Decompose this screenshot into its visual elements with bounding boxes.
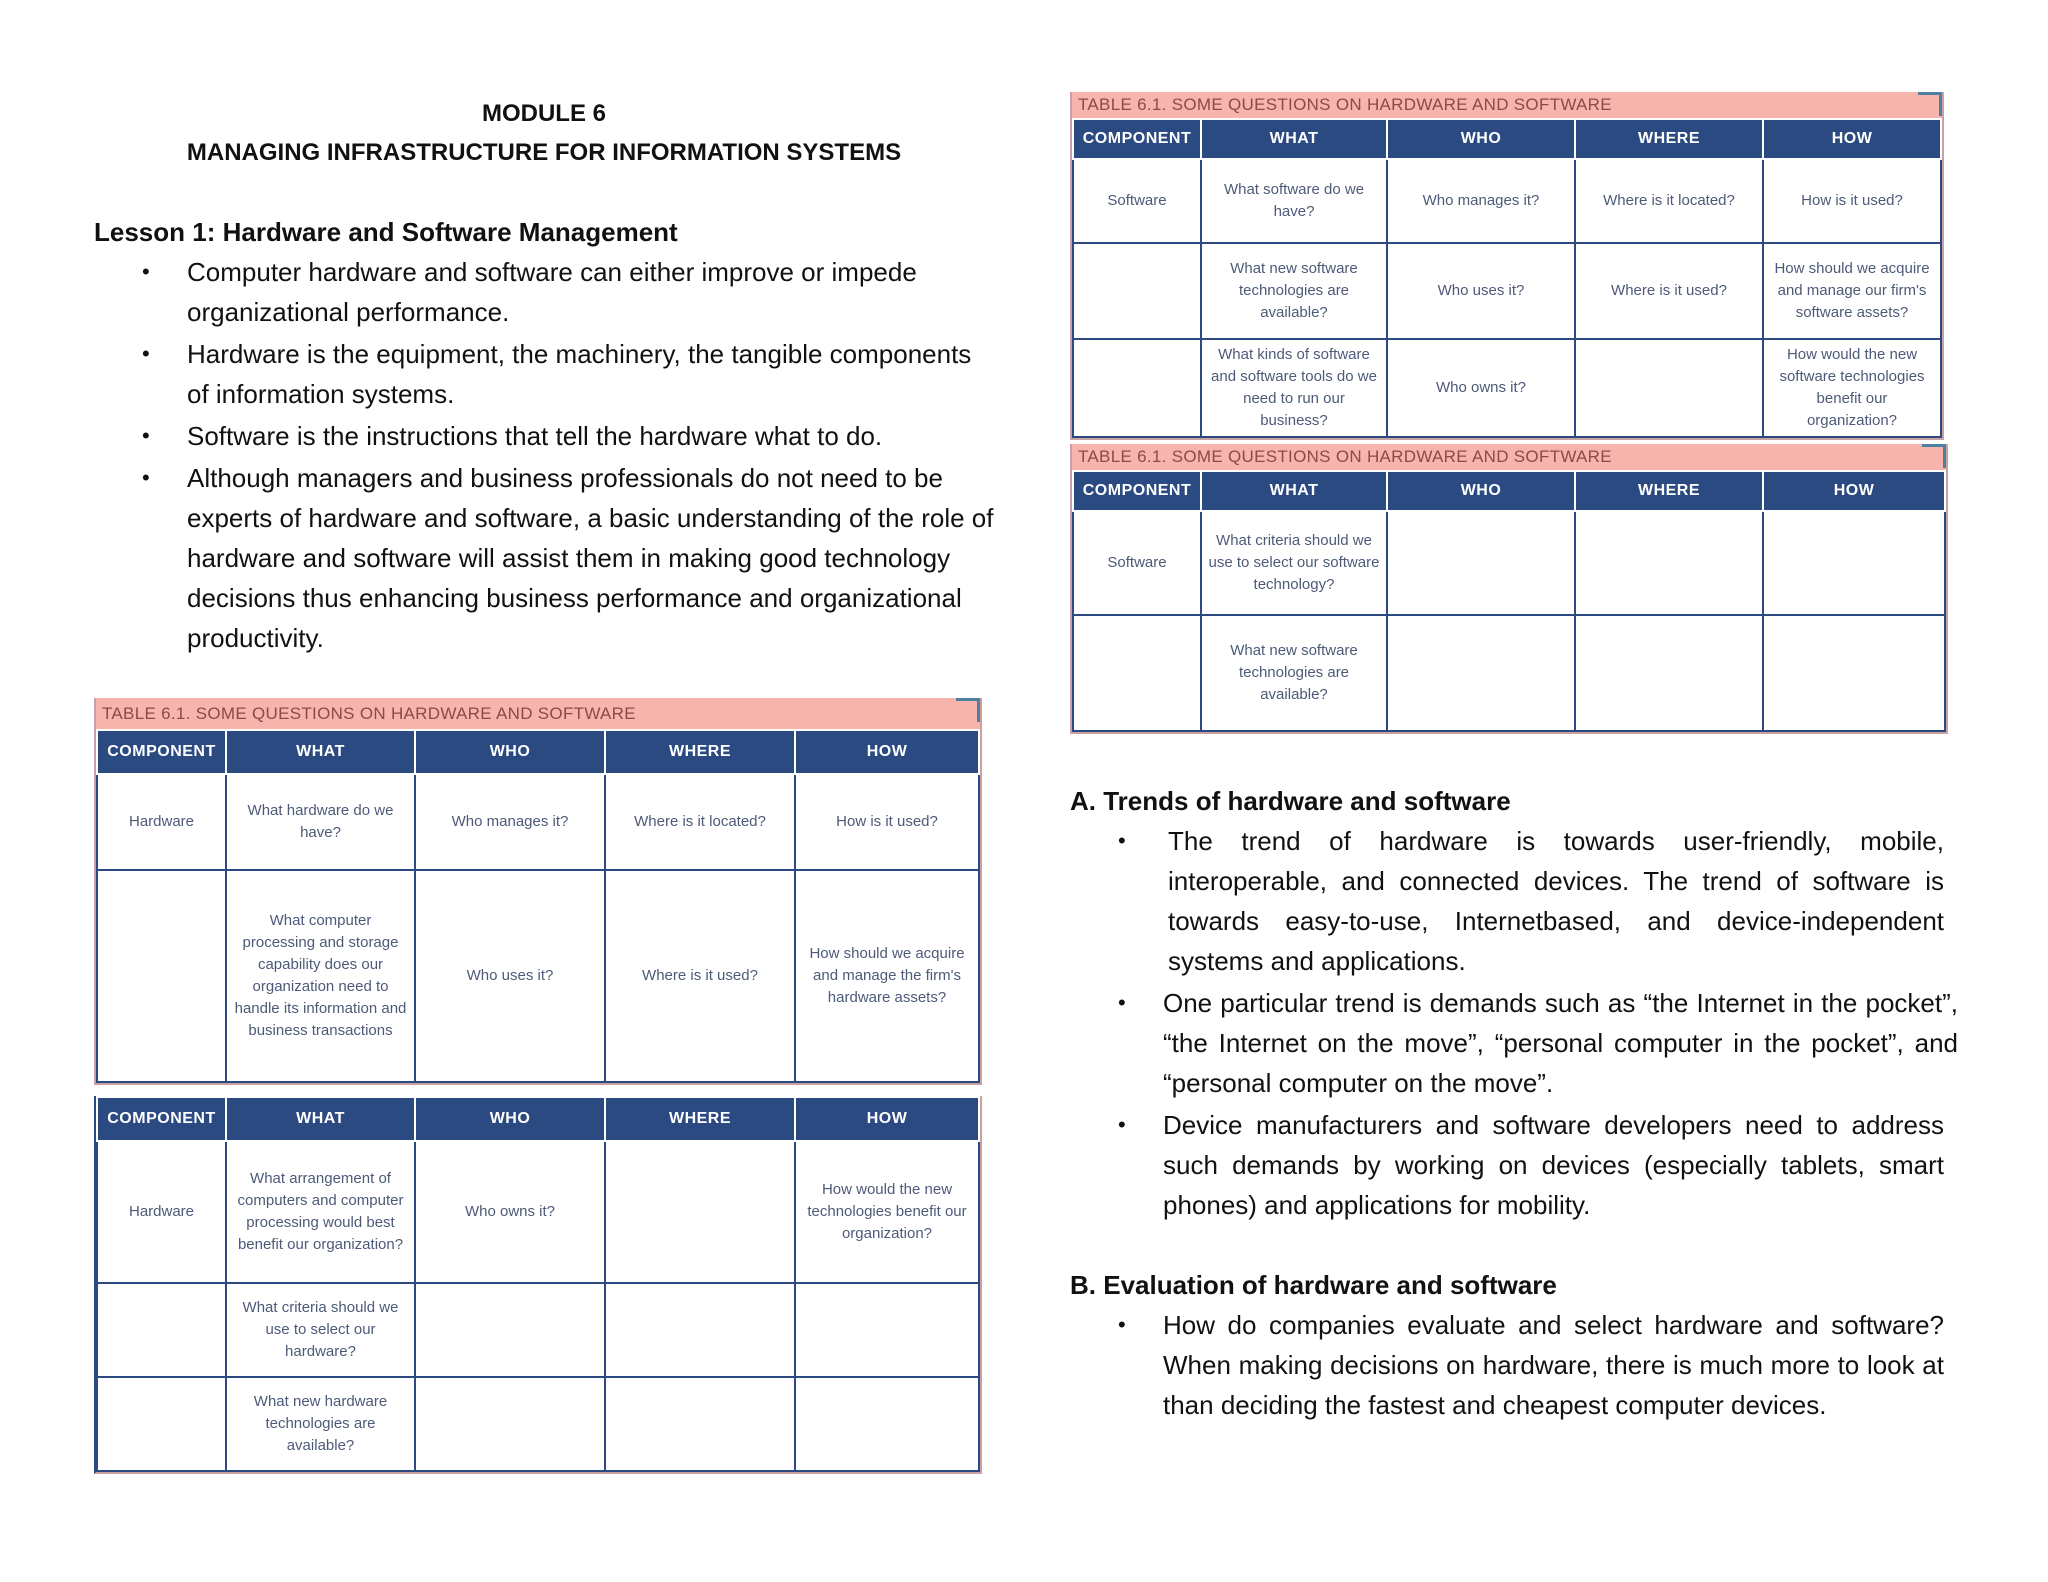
software-questions-table	[1072, 118, 1942, 438]
table-row: What criteria should we use to select our hardware?	[97, 1283, 979, 1377]
list-item: • How do companies evaluate and select hardware and software? When making decisions on hardware, there is much more to look at than deciding the fastest and cheapest computer devices.	[1070, 1305, 1958, 1425]
section-b-title: B. Evaluation of hardware and software	[1070, 1270, 1557, 1300]
bullet-icon: •	[142, 341, 150, 366]
bullet-icon: •	[1118, 990, 1126, 1015]
table-caption: TABLE 6.1. SOME QUESTIONS ON HARDWARE AND SOFTWARE	[96, 698, 980, 729]
list-item: • Device manufacturers and software developers need to address such demands by working on devices (especially tablets, smart phones) and applications for mobility.	[1070, 1105, 1958, 1225]
lesson-title: Lesson 1: Hardware and Software Management	[94, 217, 678, 247]
list-item: • Although managers and business professionals do not need to be experts of hardware and software, a basic understanding of the role of hardware and software will assist them in making good technology decisions thus enhancing business performance and organizational productivity.	[94, 458, 996, 658]
table-row: What kinds of software and software tools do we need to run our business? Who owns it? How would the new software technologies benefit our organization?	[1073, 339, 1941, 437]
bullet-icon: •	[1118, 1312, 1126, 1337]
section-a-title: A. Trends of hardware and software	[1070, 786, 1511, 816]
table-header-row: COMPONENT WHAT WHO WHERE HOW	[97, 730, 979, 774]
section-b-bullets	[1070, 1305, 1958, 1425]
table-row: Hardware What arrangement of computers and computer processing would best benefit our organization? Who owns it? How would the new technologies benefit our organization?	[97, 1141, 979, 1283]
list-item: • Computer hardware and software can either improve or impede organizational performance.	[94, 252, 996, 332]
table-header-row: COMPONENT WHAT WHO WHERE HOW	[1073, 119, 1941, 159]
corner-ribbon-icon	[1922, 444, 1946, 468]
section-a-bullets	[1070, 821, 1958, 1225]
lesson-bullets	[94, 252, 996, 658]
software-table-b	[1070, 444, 1948, 734]
bullet-icon: •	[1118, 828, 1126, 853]
table-row: What new software technologies are available?	[1073, 615, 1945, 731]
hardware-table-b	[94, 1096, 982, 1474]
hardware-table-a	[94, 698, 982, 1085]
table-row: What computer processing and storage capability does our organization need to handle its information and business transactions Who uses it? Where is it used? How should we acquire and manage the firm's hardware assets?	[97, 870, 979, 1082]
table-header-row: COMPONENT WHAT WHO WHERE HOW	[1073, 471, 1945, 511]
bullet-icon: •	[142, 465, 150, 490]
hardware-questions-table-continued	[96, 1096, 980, 1472]
left-column	[94, 94, 996, 660]
table-header-row: COMPONENT WHAT WHO WHERE HOW	[97, 1097, 979, 1141]
table-caption: TABLE 6.1. SOME QUESTIONS ON HARDWARE AND SOFTWARE	[1072, 444, 1946, 470]
right-text-column	[1070, 781, 1958, 1427]
module-subtitle: MANAGING INFRASTRUCTURE FOR INFORMATION SYSTEMS	[186, 139, 902, 166]
corner-ribbon-icon	[956, 698, 980, 722]
hardware-questions-table	[96, 729, 980, 1083]
table-row: Software What criteria should we use to select our software technology?	[1073, 511, 1945, 615]
table-row: Software What software do we have? Who manages it? Where is it located? How is it used?	[1073, 159, 1941, 243]
bullet-icon: •	[142, 423, 150, 448]
software-table-a	[1070, 92, 1944, 440]
list-item: • The trend of hardware is towards user-friendly, mobile, interoperable, and connected devices. The trend of software is towards easy-to-use, Internetbased, and device-independent systems and applications.	[1070, 821, 1958, 981]
table-row: What new software technologies are available? Who uses it? Where is it used? How should we acquire and manage our firm's software assets?	[1073, 243, 1941, 339]
list-item: • Software is the instructions that tell the hardware what to do.	[94, 416, 996, 456]
corner-ribbon-icon	[1918, 92, 1942, 116]
table-row: Hardware What hardware do we have? Who manages it? Where is it located? How is it used?	[97, 774, 979, 870]
module-title: MODULE 6	[481, 100, 606, 127]
bullet-icon: •	[142, 259, 150, 284]
list-item: • One particular trend is demands such as “the Internet in the pocket”, “the Internet on the move”, “personal computer in the pocket”, and “personal computer on the move”.	[1070, 983, 1958, 1103]
table-row: What new hardware technologies are available?	[97, 1377, 979, 1471]
bullet-icon: •	[1118, 1112, 1126, 1137]
software-questions-table-continued	[1072, 470, 1946, 732]
table-caption: TABLE 6.1. SOME QUESTIONS ON HARDWARE AND SOFTWARE	[1072, 92, 1942, 118]
list-item: • Hardware is the equipment, the machinery, the tangible components of information systems.	[94, 334, 996, 414]
